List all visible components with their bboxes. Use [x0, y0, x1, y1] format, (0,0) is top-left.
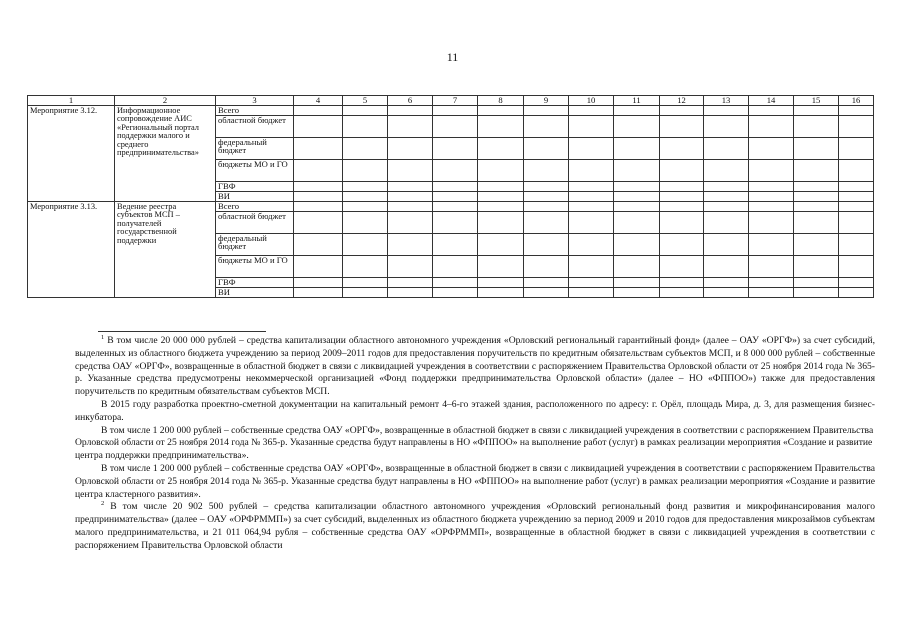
value-cell: [614, 181, 660, 191]
value-cell: [614, 201, 660, 211]
value-cell: [660, 287, 704, 297]
table-row: [28, 105, 874, 115]
column-number: 3: [216, 96, 294, 106]
value-cell: [569, 159, 614, 181]
funding-source: ВИ: [216, 191, 294, 201]
column-number: 13: [704, 96, 749, 106]
value-cell: [478, 137, 524, 159]
value-cell: [660, 255, 704, 277]
column-number: 2: [115, 96, 216, 106]
value-cell: [433, 211, 478, 233]
table-header-row: [28, 96, 874, 106]
value-cell: [569, 277, 614, 287]
value-cell: [614, 105, 660, 115]
value-cell: [839, 211, 874, 233]
value-cell: [388, 105, 433, 115]
value-cell: [524, 105, 569, 115]
value-cell: [294, 191, 343, 201]
value-cell: [749, 233, 794, 255]
value-cell: [433, 287, 478, 297]
value-cell: [704, 201, 749, 211]
value-cell: [839, 233, 874, 255]
value-cell: [839, 159, 874, 181]
measure-name: Информационное сопровождение АИС «Региональный портал поддержки малого и среднего предпринимательства»: [115, 105, 216, 201]
value-cell: [294, 255, 343, 277]
value-cell: [524, 115, 569, 137]
value-cell: [839, 137, 874, 159]
footnote-text: В том числе 20 000 000 рублей – средства капитализации областного автономного учреждения «Орловский региональный гарантийный фонд» (далее – ОАУ «ОРГФ») за счет субсидий, выделенных из областного бюджета учреждению за период 2009–2011 годов для предоставления поручительств по кредитным обязательствам субъектов МСП, и 8 000 000 рублей – собственные средства ОАУ «ОРГФ», возвращенные в областной бюджет в связи с ликвидацией учреждения в соответствии с распоряжением Правительства Орловской области от 25 ноября 2014 года № 365-р. Указанные средства предусмотрены некоммерческой организацией «Фонд поддержки предпринимательства Орловской области» (далее – НО «ФППОО») также для предоставления поручительств по кредитным обязательствам субъектов МСП.: [75, 335, 875, 398]
value-cell: [749, 105, 794, 115]
value-cell: [794, 191, 839, 201]
footnote-text: В том числе 20 902 500 рублей – средства капитализации областного автономного учреждения «Орловский региональный фонд развития и микрофинансирования малого предпринимательства» (далее – ОАУ «ОРФРММП») за счет субсидий, выделенных из областного бюджета учреждению за период 2009 и 2010 годов для предоставления микрозаймов субъектам малого предпринимательства, и 21 011 064,94 рубля – собственные средства ОАУ «ОРФРММП», возвращенные в областной бюджет в связи с ликвидацией учреждения в соответствии с распоряжением Правительства Орловской области: [75, 501, 875, 551]
value-cell: [660, 105, 704, 115]
value-cell: [704, 105, 749, 115]
value-cell: [569, 287, 614, 297]
value-cell: [749, 277, 794, 287]
value-cell: [433, 159, 478, 181]
value-cell: [478, 287, 524, 297]
value-cell: [294, 181, 343, 191]
value-cell: [524, 191, 569, 201]
funding-source: Всего: [216, 105, 294, 115]
column-number: 11: [614, 96, 660, 106]
value-cell: [388, 233, 433, 255]
value-cell: [794, 255, 839, 277]
value-cell: [524, 233, 569, 255]
value-cell: [294, 277, 343, 287]
note-paragraph: В том числе 1 200 000 рублей – собственные средства ОАУ «ОРГФ», возвращенные в областной бюджет в связи с ликвидацией учреждения в соответствии с распоряжением Правительства Орловской области от 25 ноября 2014 года № 365-р. Указанные средства будут направлены в НО «ФППОО» на выполнение работ (услуг) в рамках реализации мероприятия «Создание и развитие центра кластерного развития».: [75, 462, 875, 500]
note-paragraph: В 2015 году разработка проектно-сметной документации на капитальный ремонт 4–6-го этажей здания, расположенного по адресу: г. Орёл, площадь Мира, д. 3, для размещения бизнес-инкубатора.: [75, 398, 875, 423]
value-cell: [343, 105, 388, 115]
value-cell: [794, 233, 839, 255]
value-cell: [794, 201, 839, 211]
table-row: [28, 201, 874, 211]
value-cell: [749, 181, 794, 191]
value-cell: [569, 181, 614, 191]
value-cell: [614, 159, 660, 181]
value-cell: [294, 137, 343, 159]
value-cell: [794, 277, 839, 287]
value-cell: [524, 287, 569, 297]
value-cell: [388, 159, 433, 181]
value-cell: [294, 115, 343, 137]
column-number: 1: [28, 96, 115, 106]
value-cell: [839, 255, 874, 277]
value-cell: [839, 277, 874, 287]
value-cell: [433, 255, 478, 277]
value-cell: [343, 255, 388, 277]
value-cell: [614, 211, 660, 233]
column-number: 12: [660, 96, 704, 106]
value-cell: [569, 105, 614, 115]
footnote-mark: 1: [101, 333, 105, 341]
value-cell: [343, 211, 388, 233]
value-cell: [569, 233, 614, 255]
value-cell: [478, 255, 524, 277]
value-cell: [704, 233, 749, 255]
value-cell: [524, 159, 569, 181]
value-cell: [433, 105, 478, 115]
value-cell: [478, 233, 524, 255]
value-cell: [749, 159, 794, 181]
value-cell: [478, 277, 524, 287]
value-cell: [704, 159, 749, 181]
value-cell: [343, 277, 388, 287]
value-cell: [569, 255, 614, 277]
value-cell: [749, 191, 794, 201]
value-cell: [704, 211, 749, 233]
funding-source: областной бюджет: [216, 115, 294, 137]
value-cell: [749, 115, 794, 137]
value-cell: [388, 201, 433, 211]
value-cell: [478, 181, 524, 191]
column-number: 16: [839, 96, 874, 106]
value-cell: [660, 191, 704, 201]
value-cell: [749, 211, 794, 233]
value-cell: [433, 181, 478, 191]
value-cell: [569, 137, 614, 159]
value-cell: [569, 191, 614, 201]
value-cell: [294, 105, 343, 115]
value-cell: [704, 277, 749, 287]
value-cell: [614, 191, 660, 201]
value-cell: [794, 105, 839, 115]
value-cell: [388, 137, 433, 159]
measure-label: Мероприятие 3.12.: [28, 105, 115, 201]
value-cell: [343, 115, 388, 137]
column-number: 8: [478, 96, 524, 106]
value-cell: [839, 201, 874, 211]
value-cell: [388, 211, 433, 233]
value-cell: [433, 137, 478, 159]
value-cell: [388, 255, 433, 277]
value-cell: [343, 191, 388, 201]
value-cell: [704, 255, 749, 277]
value-cell: [294, 201, 343, 211]
value-cell: [388, 181, 433, 191]
column-number: 4: [294, 96, 343, 106]
value-cell: [524, 201, 569, 211]
column-number: 5: [343, 96, 388, 106]
value-cell: [660, 159, 704, 181]
value-cell: [660, 201, 704, 211]
value-cell: [660, 211, 704, 233]
value-cell: [343, 201, 388, 211]
value-cell: [478, 201, 524, 211]
value-cell: [433, 277, 478, 287]
column-number: 6: [388, 96, 433, 106]
value-cell: [794, 181, 839, 191]
value-cell: [478, 105, 524, 115]
footnote-separator: [98, 331, 266, 332]
value-cell: [704, 181, 749, 191]
value-cell: [433, 201, 478, 211]
funding-source: федеральный бюджет: [216, 137, 294, 159]
value-cell: [704, 137, 749, 159]
value-cell: [794, 115, 839, 137]
column-number: 10: [569, 96, 614, 106]
funding-table: [27, 95, 874, 298]
value-cell: [749, 287, 794, 297]
value-cell: [294, 233, 343, 255]
value-cell: [794, 287, 839, 297]
value-cell: [294, 211, 343, 233]
value-cell: [614, 233, 660, 255]
value-cell: [343, 287, 388, 297]
value-cell: [524, 181, 569, 191]
value-cell: [839, 191, 874, 201]
column-number: 14: [749, 96, 794, 106]
value-cell: [433, 191, 478, 201]
value-cell: [478, 115, 524, 137]
value-cell: [478, 159, 524, 181]
value-cell: [839, 181, 874, 191]
value-cell: [614, 137, 660, 159]
value-cell: [614, 255, 660, 277]
measure-name: Ведение реестра субъектов МСП – получателей государственной поддержки: [115, 201, 216, 297]
value-cell: [749, 255, 794, 277]
footnote-1: [75, 335, 875, 399]
value-cell: [343, 137, 388, 159]
value-cell: [794, 137, 839, 159]
measure-label: Мероприятие 3.13.: [28, 201, 115, 297]
value-cell: [660, 181, 704, 191]
value-cell: [660, 137, 704, 159]
note-paragraph: В том числе 1 200 000 рублей – собственные средства ОАУ «ОРГФ», возвращенные в областной бюджет в связи с ликвидацией учреждения в соответствии с распоряжением Правительства Орловской области от 25 ноября 2014 года № 365-р. Указанные средства будут направлены в НО «ФППОО» на выполнение работ (услуг) в рамках реализации мероприятия «Создание и развитие центра поддержки предпринимательства».: [75, 424, 874, 462]
funding-source: ГВФ: [216, 181, 294, 191]
value-cell: [433, 233, 478, 255]
value-cell: [524, 277, 569, 287]
funding-source: бюджеты МО и ГО: [216, 255, 294, 277]
value-cell: [524, 255, 569, 277]
column-number: 7: [433, 96, 478, 106]
footnote-2: [75, 501, 875, 552]
value-cell: [524, 137, 569, 159]
value-cell: [478, 211, 524, 233]
value-cell: [749, 201, 794, 211]
value-cell: [794, 159, 839, 181]
value-cell: [569, 211, 614, 233]
value-cell: [839, 105, 874, 115]
value-cell: [704, 191, 749, 201]
value-cell: [614, 277, 660, 287]
value-cell: [388, 287, 433, 297]
value-cell: [839, 115, 874, 137]
value-cell: [749, 137, 794, 159]
value-cell: [343, 233, 388, 255]
value-cell: [660, 115, 704, 137]
value-cell: [388, 277, 433, 287]
value-cell: [569, 115, 614, 137]
funding-source: федеральный бюджет: [216, 233, 294, 255]
value-cell: [660, 277, 704, 287]
value-cell: [524, 211, 569, 233]
value-cell: [660, 233, 704, 255]
value-cell: [388, 191, 433, 201]
value-cell: [794, 211, 839, 233]
funding-source: бюджеты МО и ГО: [216, 159, 294, 181]
value-cell: [614, 287, 660, 297]
column-number: 9: [524, 96, 569, 106]
value-cell: [614, 115, 660, 137]
value-cell: [343, 181, 388, 191]
page-number: 11: [446, 50, 459, 64]
funding-source: ВИ: [216, 287, 294, 297]
value-cell: [478, 191, 524, 201]
footnote-mark: 2: [101, 500, 105, 508]
value-cell: [433, 115, 478, 137]
value-cell: [704, 115, 749, 137]
value-cell: [294, 287, 343, 297]
footnotes: [75, 335, 875, 553]
value-cell: [294, 159, 343, 181]
funding-source: областной бюджет: [216, 211, 294, 233]
column-number: 15: [794, 96, 839, 106]
funding-source: Всего: [216, 201, 294, 211]
value-cell: [569, 201, 614, 211]
value-cell: [839, 287, 874, 297]
value-cell: [704, 287, 749, 297]
funding-source: ГВФ: [216, 277, 294, 287]
value-cell: [388, 115, 433, 137]
value-cell: [343, 159, 388, 181]
